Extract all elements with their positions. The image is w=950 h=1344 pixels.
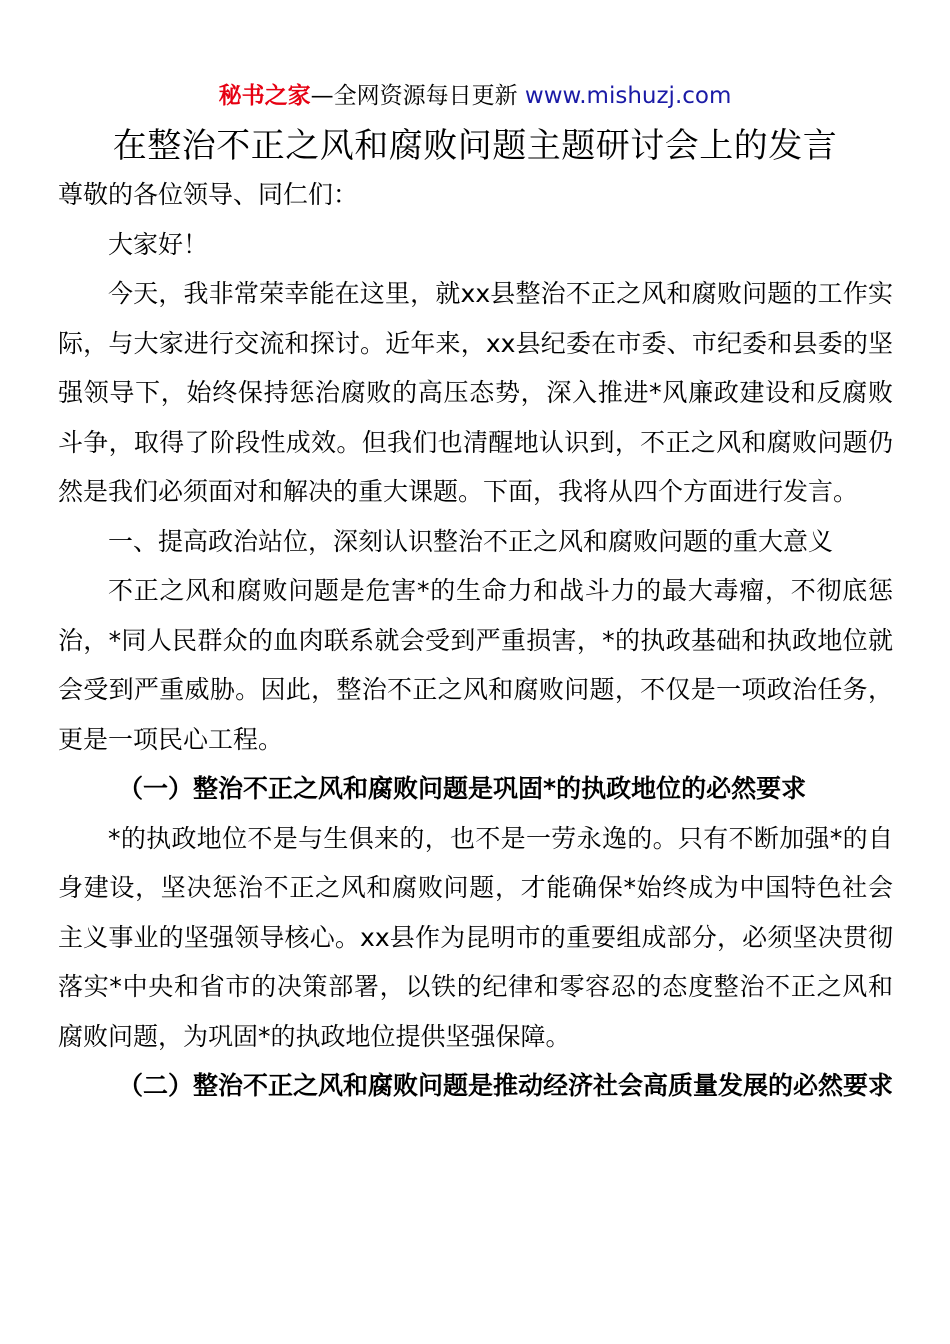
intro-paragraph: 今天，我非常荣幸能在这里，就xx县整治不正之风和腐败问题的工作实际，与大家进行交流和探讨。近年来，xx县纪委在市委、市纪委和县委的坚强领导下，始终保持惩治腐败的高压态势，深入推进*风廉政建设和反腐败斗争，取得了阶段性成效。但我们也清醒地认识到，不正之风和腐败问题仍然是我们必须面对和解决的重大课题。下面，我将从四个方面进行发言。 [58, 279, 893, 506]
brand-name: 秘书之家 [218, 83, 311, 109]
subsection-1-heading: （一）整治不正之风和腐败问题是巩固*的执政地位的必然要求 [118, 774, 807, 803]
document-title: 在整治不正之风和腐败问题主题研讨会上的发言 [112, 126, 838, 166]
subsection-2-heading: （二）整治不正之风和腐败问题是推动经济社会高质量发展的必然要求 [118, 1071, 894, 1100]
subsection-1-paragraph: *的执政地位不是与生俱来的，也不是一劳永逸的。只有不断加强*的自身建设，坚决惩治不正之风和腐败问题，才能确保*始终成为中国特色社会主义事业的坚强领导核心。xx县作为昆明市的重要组成部分，必须坚决贯彻落实*中央和省市的决策部署，以铁的纪律和零容忍的态度整治不正之风和腐败问题，为巩固*的执政地位提供坚强保障。 [58, 823, 893, 1051]
site-header [0, 80, 950, 112]
salutation: 尊敬的各位领导、同仁们： [58, 180, 359, 209]
document-body [58, 170, 893, 1111]
header-slogan: —全网资源每日更新 [310, 83, 525, 109]
section-1-heading: 一、提高政治站位，深刻认识整治不正之风和腐败问题的重大意义 [108, 526, 834, 556]
site-url-link[interactable]: www.mishuzj.com [524, 83, 732, 109]
section-1-paragraph: 不正之风和腐败问题是危害*的生命力和战斗力的最大毒瘤，不彻底惩治，*同人民群众的血肉联系就会受到严重损害，*的执政基础和执政地位就会受到严重威胁。因此，整治不正之风和腐败问题，不仅是一项政治任务，更是一项民心工程。 [58, 576, 893, 754]
greeting: 大家好！ [108, 229, 209, 259]
